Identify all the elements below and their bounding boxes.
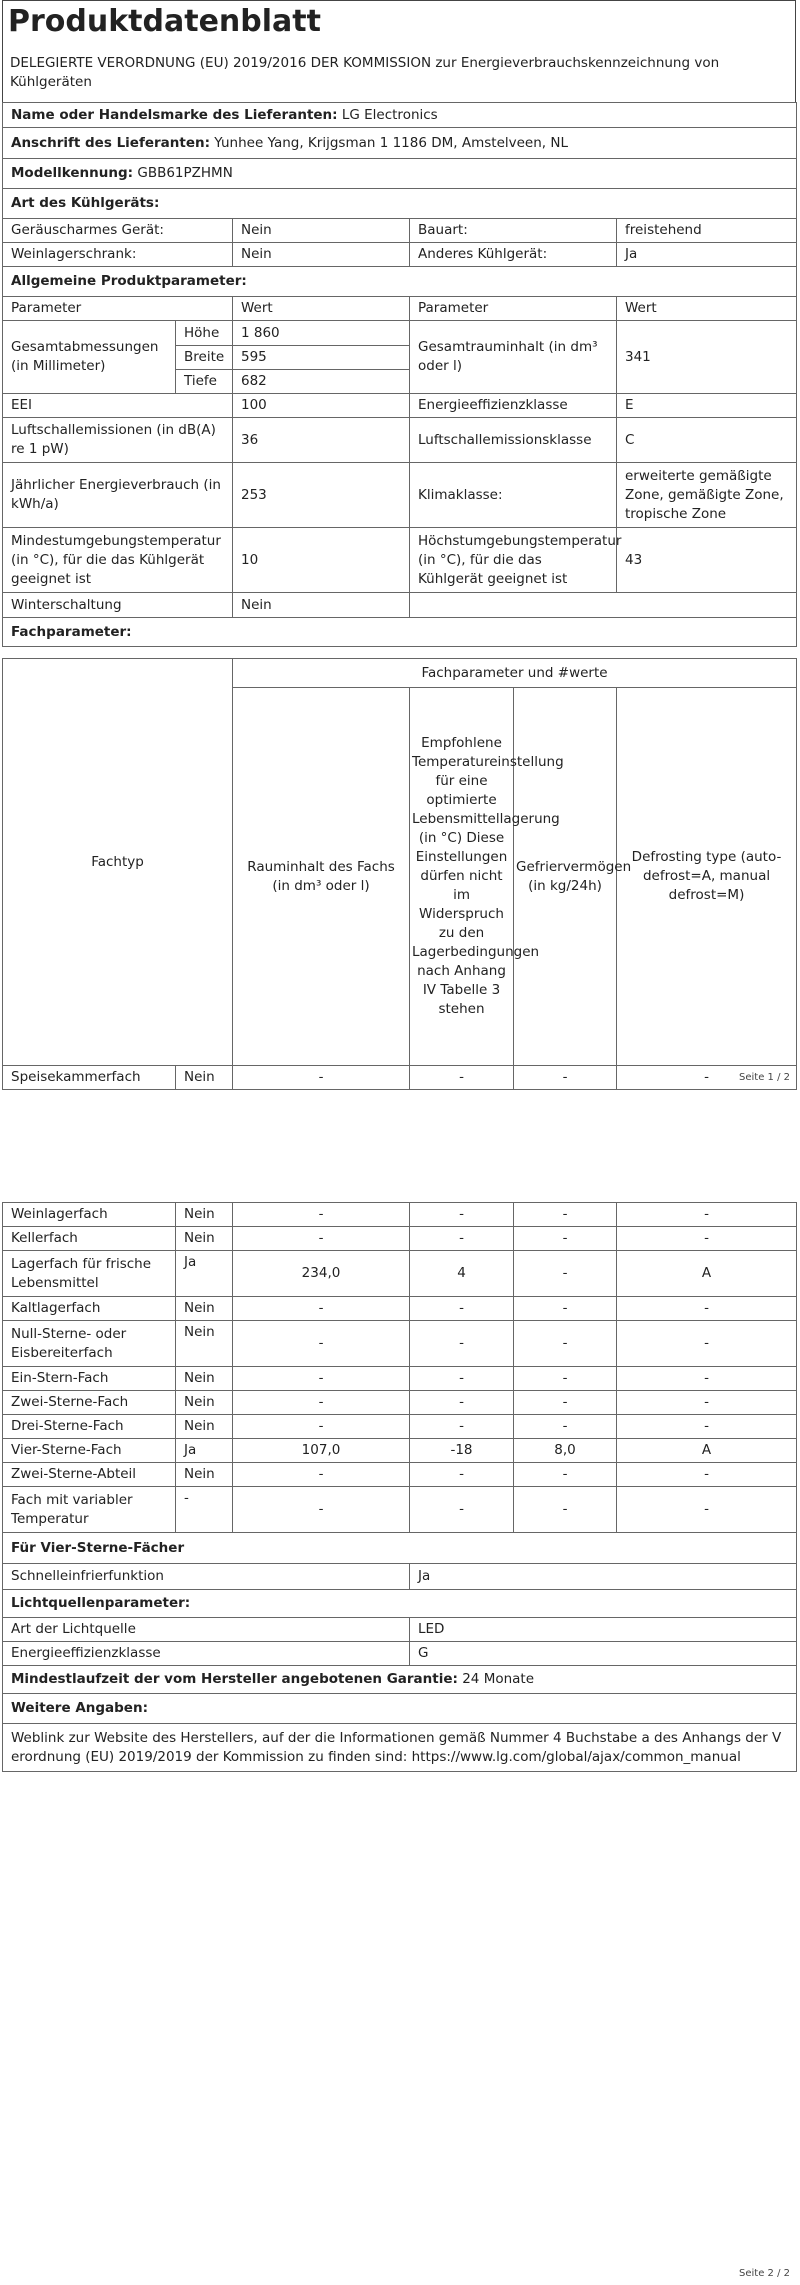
eei-value: 100 xyxy=(233,394,410,418)
eei-label: EEI xyxy=(3,394,233,418)
guarantee-label: Mindestlaufzeit der vom Hersteller angebotenen Garantie: xyxy=(11,1671,458,1687)
page-title: Produktdatenblatt xyxy=(8,4,321,39)
compartment-defrost: - xyxy=(617,1463,797,1487)
supplier-value: LG Electronics xyxy=(341,106,438,123)
noise-label: Luftschallemissionen (in dB(A) re 1 pW) xyxy=(3,418,233,463)
compartment-volume: - xyxy=(233,1321,410,1367)
compartment-name: Drei-Sterne-Fach xyxy=(3,1415,176,1439)
compartment-freeze: - xyxy=(514,1066,617,1090)
dimensions-label: Gesamtabmessungen (in Millimeter) xyxy=(3,321,176,394)
compartment-volume: 234,0 xyxy=(233,1251,410,1297)
noise-class-value: C xyxy=(617,418,797,463)
model-value: GBB61PZHMN xyxy=(137,165,233,181)
compartment-temp: - xyxy=(410,1391,514,1415)
compartment-volume: - xyxy=(233,1203,410,1227)
noise-value: 36 xyxy=(233,418,410,463)
other-label: Anderes Kühlgerät: xyxy=(410,243,617,267)
height-value: 1 860 xyxy=(233,321,410,346)
table-row xyxy=(3,1487,797,1533)
freezing-capacity-header: Gefriervermögen (in kg/24h) xyxy=(514,688,617,1066)
compartment-temp: - xyxy=(410,1415,514,1439)
compartment-freeze: - xyxy=(514,1297,617,1321)
compartment-volume: - xyxy=(233,1391,410,1415)
compartment-temp: - xyxy=(410,1203,514,1227)
compartment-defrost: - xyxy=(617,1297,797,1321)
light-type-label: Art der Lichtquelle xyxy=(3,1618,410,1642)
compartment-temp: - xyxy=(410,1297,514,1321)
compartment-defrost: - xyxy=(617,1391,797,1415)
compartment-temp: -18 xyxy=(410,1439,514,1463)
compartment-volume: - xyxy=(233,1066,410,1090)
table-row xyxy=(3,1297,797,1321)
wine-label: Weinlagerschrank: xyxy=(3,243,233,267)
compartment-defrost: - xyxy=(617,1367,797,1391)
compartment-freeze: - xyxy=(514,1463,617,1487)
table-row xyxy=(3,1227,797,1251)
width-value: 595 xyxy=(233,346,410,370)
defrost-header: Defrosting type (auto-defrost=A, manual defrost=M) xyxy=(617,688,797,1066)
compartment-volume: 107,0 xyxy=(233,1439,410,1463)
max-temp-label: Höchstumgebungstemperatur (in °C), für die das Kühlgerät geeignet ist xyxy=(410,528,617,593)
compartment-freeze: - xyxy=(514,1203,617,1227)
compartment-name: Null-Sterne- oder Eisbereiterfach xyxy=(3,1321,176,1367)
compartment-defrost: - xyxy=(617,1066,797,1090)
regulation-subtitle: DELEGIERTE VERORDNUNG (EU) 2019/2016 DER KOMMISSION zur Energieverbrauchskennzeichnung von Kühlgeräten xyxy=(10,55,720,90)
design-label: Bauart: xyxy=(410,219,617,243)
compartment-temp: 4 xyxy=(410,1251,514,1297)
compartment-freeze: - xyxy=(514,1391,617,1415)
compartment-defrost: A xyxy=(617,1251,797,1297)
compartment-defrost: - xyxy=(617,1227,797,1251)
compartment-type-header: Fachtyp xyxy=(3,659,233,1066)
compartment-freeze: - xyxy=(514,1321,617,1367)
winter-value: Nein xyxy=(233,593,410,618)
compartment-present: Nein xyxy=(176,1463,233,1487)
compartment-defrost: - xyxy=(617,1487,797,1533)
table-row xyxy=(3,1391,797,1415)
compartment-temp: - xyxy=(410,1321,514,1367)
compartment-name: Kaltlagerfach xyxy=(3,1297,176,1321)
annual-energy-value: 253 xyxy=(233,463,410,528)
energy-class-label: Energieeffizienzklasse xyxy=(410,394,617,418)
further-info-text: Weblink zur Website des Herstellers, auf der die Informationen gemäß Nummer 4 Buchstabe a des Anhangs der Verordnung (EU) 2019/2019 der Kommission zu finden sind: https://www.lg.com/global/ajax/common_manual xyxy=(3,1724,797,1772)
further-info-heading: Weitere Angaben: xyxy=(3,1694,797,1724)
design-value: freistehend xyxy=(617,219,797,243)
climate-value: erweiterte gemäßigte Zone, gemäßigte Zone, tropische Zone xyxy=(617,463,797,528)
compartment-volume: - xyxy=(233,1227,410,1251)
compartment-temp: - xyxy=(410,1066,514,1090)
compartment-name: Fach mit variabler Temperatur xyxy=(3,1487,176,1533)
compartment-freeze: - xyxy=(514,1251,617,1297)
min-temp-value: 10 xyxy=(233,528,410,593)
table-row xyxy=(3,1321,797,1367)
compartment-present: Ja xyxy=(176,1251,233,1297)
depth-label: Tiefe xyxy=(176,370,233,394)
value-header: Wert xyxy=(233,297,410,321)
compartment-temp: - xyxy=(410,1487,514,1533)
annual-energy-label: Jährlicher Energieverbrauch (in kWh/a) xyxy=(3,463,233,528)
compartment-name: Ein-Stern-Fach xyxy=(3,1367,176,1391)
param-header: Parameter xyxy=(3,297,233,321)
compartment-defrost: A xyxy=(617,1439,797,1463)
general-info-table xyxy=(2,102,797,647)
noise-class-label: Luftschallemissionsklasse xyxy=(410,418,617,463)
compartment-name: Zwei-Sterne-Fach xyxy=(3,1391,176,1415)
page-1 xyxy=(0,0,800,1110)
volume-value: 341 xyxy=(617,321,797,394)
appliance-type-heading: Art des Kühlgeräts: xyxy=(3,189,797,219)
low-noise-value: Nein xyxy=(233,219,410,243)
compartment-present: Nein xyxy=(176,1227,233,1251)
model-label: Modellkennung: xyxy=(11,165,134,181)
other-value: Ja xyxy=(617,243,797,267)
table-row xyxy=(3,1439,797,1463)
compartment-freeze: 8,0 xyxy=(514,1439,617,1463)
page-number: Seite 1 / 2 xyxy=(739,1072,790,1083)
compartment-present: Nein xyxy=(176,1391,233,1415)
compartment-freeze: - xyxy=(514,1227,617,1251)
table-row xyxy=(3,1203,797,1227)
compartment-present: Nein xyxy=(176,1367,233,1391)
compartment-volume: - xyxy=(233,1367,410,1391)
table-row xyxy=(3,1415,797,1439)
guarantee-value: 24 Monate xyxy=(462,1671,535,1687)
winter-label: Winterschaltung xyxy=(3,593,233,618)
compartment-name: Kellerfach xyxy=(3,1227,176,1251)
address-value: Yunhee Yang, Krijgsman 1 1186 DM, Amstelveen, NL xyxy=(214,134,568,151)
compartment-temp: - xyxy=(410,1367,514,1391)
page-number: Seite 2 / 2 xyxy=(739,2268,790,2279)
compartments-table-p2 xyxy=(2,1202,797,1772)
compartment-present: Nein xyxy=(176,1203,233,1227)
compartment-defrost: - xyxy=(617,1415,797,1439)
volume-label: Gesamtrauminhalt (in dm³ oder l) xyxy=(410,321,617,394)
compartment-present: Ja xyxy=(176,1439,233,1463)
page-2 xyxy=(0,1110,800,2285)
compartment-present: Nein xyxy=(176,1321,233,1367)
energy-class-value: E xyxy=(617,394,797,418)
compartment-defrost: - xyxy=(617,1203,797,1227)
supplier-row xyxy=(3,103,797,128)
compartment-volume: - xyxy=(233,1463,410,1487)
width-label: Breite xyxy=(176,346,233,370)
table-row xyxy=(3,1463,797,1487)
table-row xyxy=(3,1251,797,1297)
four-star-heading: Für Vier-Sterne-Fächer xyxy=(3,1533,797,1564)
compartment-defrost: - xyxy=(617,1321,797,1367)
wine-value: Nein xyxy=(233,243,410,267)
compartment-volume: - xyxy=(233,1415,410,1439)
address-label: Anschrift des Lieferanten: xyxy=(11,134,210,151)
table-row xyxy=(3,1066,797,1090)
general-heading: Allgemeine Produktparameter: xyxy=(3,267,797,297)
max-temp-value: 43 xyxy=(617,528,797,593)
compartment-freeze: - xyxy=(514,1367,617,1391)
compartment-present: Nein xyxy=(176,1297,233,1321)
compartments-heading: Fachparameter: xyxy=(3,618,797,647)
compartment-name: Speisekammerfach xyxy=(3,1066,176,1090)
quick-freeze-value: Ja xyxy=(410,1564,797,1590)
compartment-present: Nein xyxy=(176,1415,233,1439)
compartment-name: Lagerfach für frische Lebensmittel xyxy=(3,1251,176,1297)
compartment-group-header: Fachparameter und #werte xyxy=(233,659,797,688)
compartment-freeze: - xyxy=(514,1415,617,1439)
height-label: Höhe xyxy=(176,321,233,346)
light-heading: Lichtquellenparameter: xyxy=(3,1590,797,1618)
compartment-volume: - xyxy=(233,1297,410,1321)
compartment-temp: - xyxy=(410,1463,514,1487)
compartment-name: Weinlagerfach xyxy=(3,1203,176,1227)
light-type-value: LED xyxy=(410,1618,797,1642)
compartment-present: - xyxy=(176,1487,233,1533)
depth-value: 682 xyxy=(233,370,410,394)
light-class-value: G xyxy=(410,1642,797,1666)
compartment-freeze: - xyxy=(514,1487,617,1533)
value-header-2: Wert xyxy=(617,297,797,321)
compartment-name: Vier-Sterne-Fach xyxy=(3,1439,176,1463)
volume-header: Rauminhalt des Fachs (in dm³ oder l) xyxy=(233,688,410,1066)
compartment-present: Nein xyxy=(176,1066,233,1090)
param-header-2: Parameter xyxy=(410,297,617,321)
climate-label: Klimaklasse: xyxy=(410,463,617,528)
compartment-temp: - xyxy=(410,1227,514,1251)
address-row xyxy=(3,128,797,159)
compartment-name: Zwei-Sterne-Abteil xyxy=(3,1463,176,1487)
temperature-header: Empfohlene Temperatureinstellung für eine optimierte Lebensmittellagerung (in °C) Diese Einstellungen dürfen nicht im Widerspruch zu den Lagerbedingungen nach Anhang IV Tabelle 3 stehen xyxy=(410,688,514,1066)
min-temp-label: Mindestumgebungstemperatur (in °C), für die das Kühlgerät geeignet ist xyxy=(3,528,233,593)
model-row xyxy=(3,159,797,189)
low-noise-label: Geräuscharmes Gerät: xyxy=(3,219,233,243)
table-row xyxy=(3,1367,797,1391)
compartments-table-p1 xyxy=(2,658,797,1090)
compartment-volume: - xyxy=(233,1487,410,1533)
light-class-label: Energieeffizienzklasse xyxy=(3,1642,410,1666)
quick-freeze-label: Schnelleinfrierfunktion xyxy=(3,1564,410,1590)
supplier-label: Name oder Handelsmarke des Lieferanten: xyxy=(11,106,338,123)
